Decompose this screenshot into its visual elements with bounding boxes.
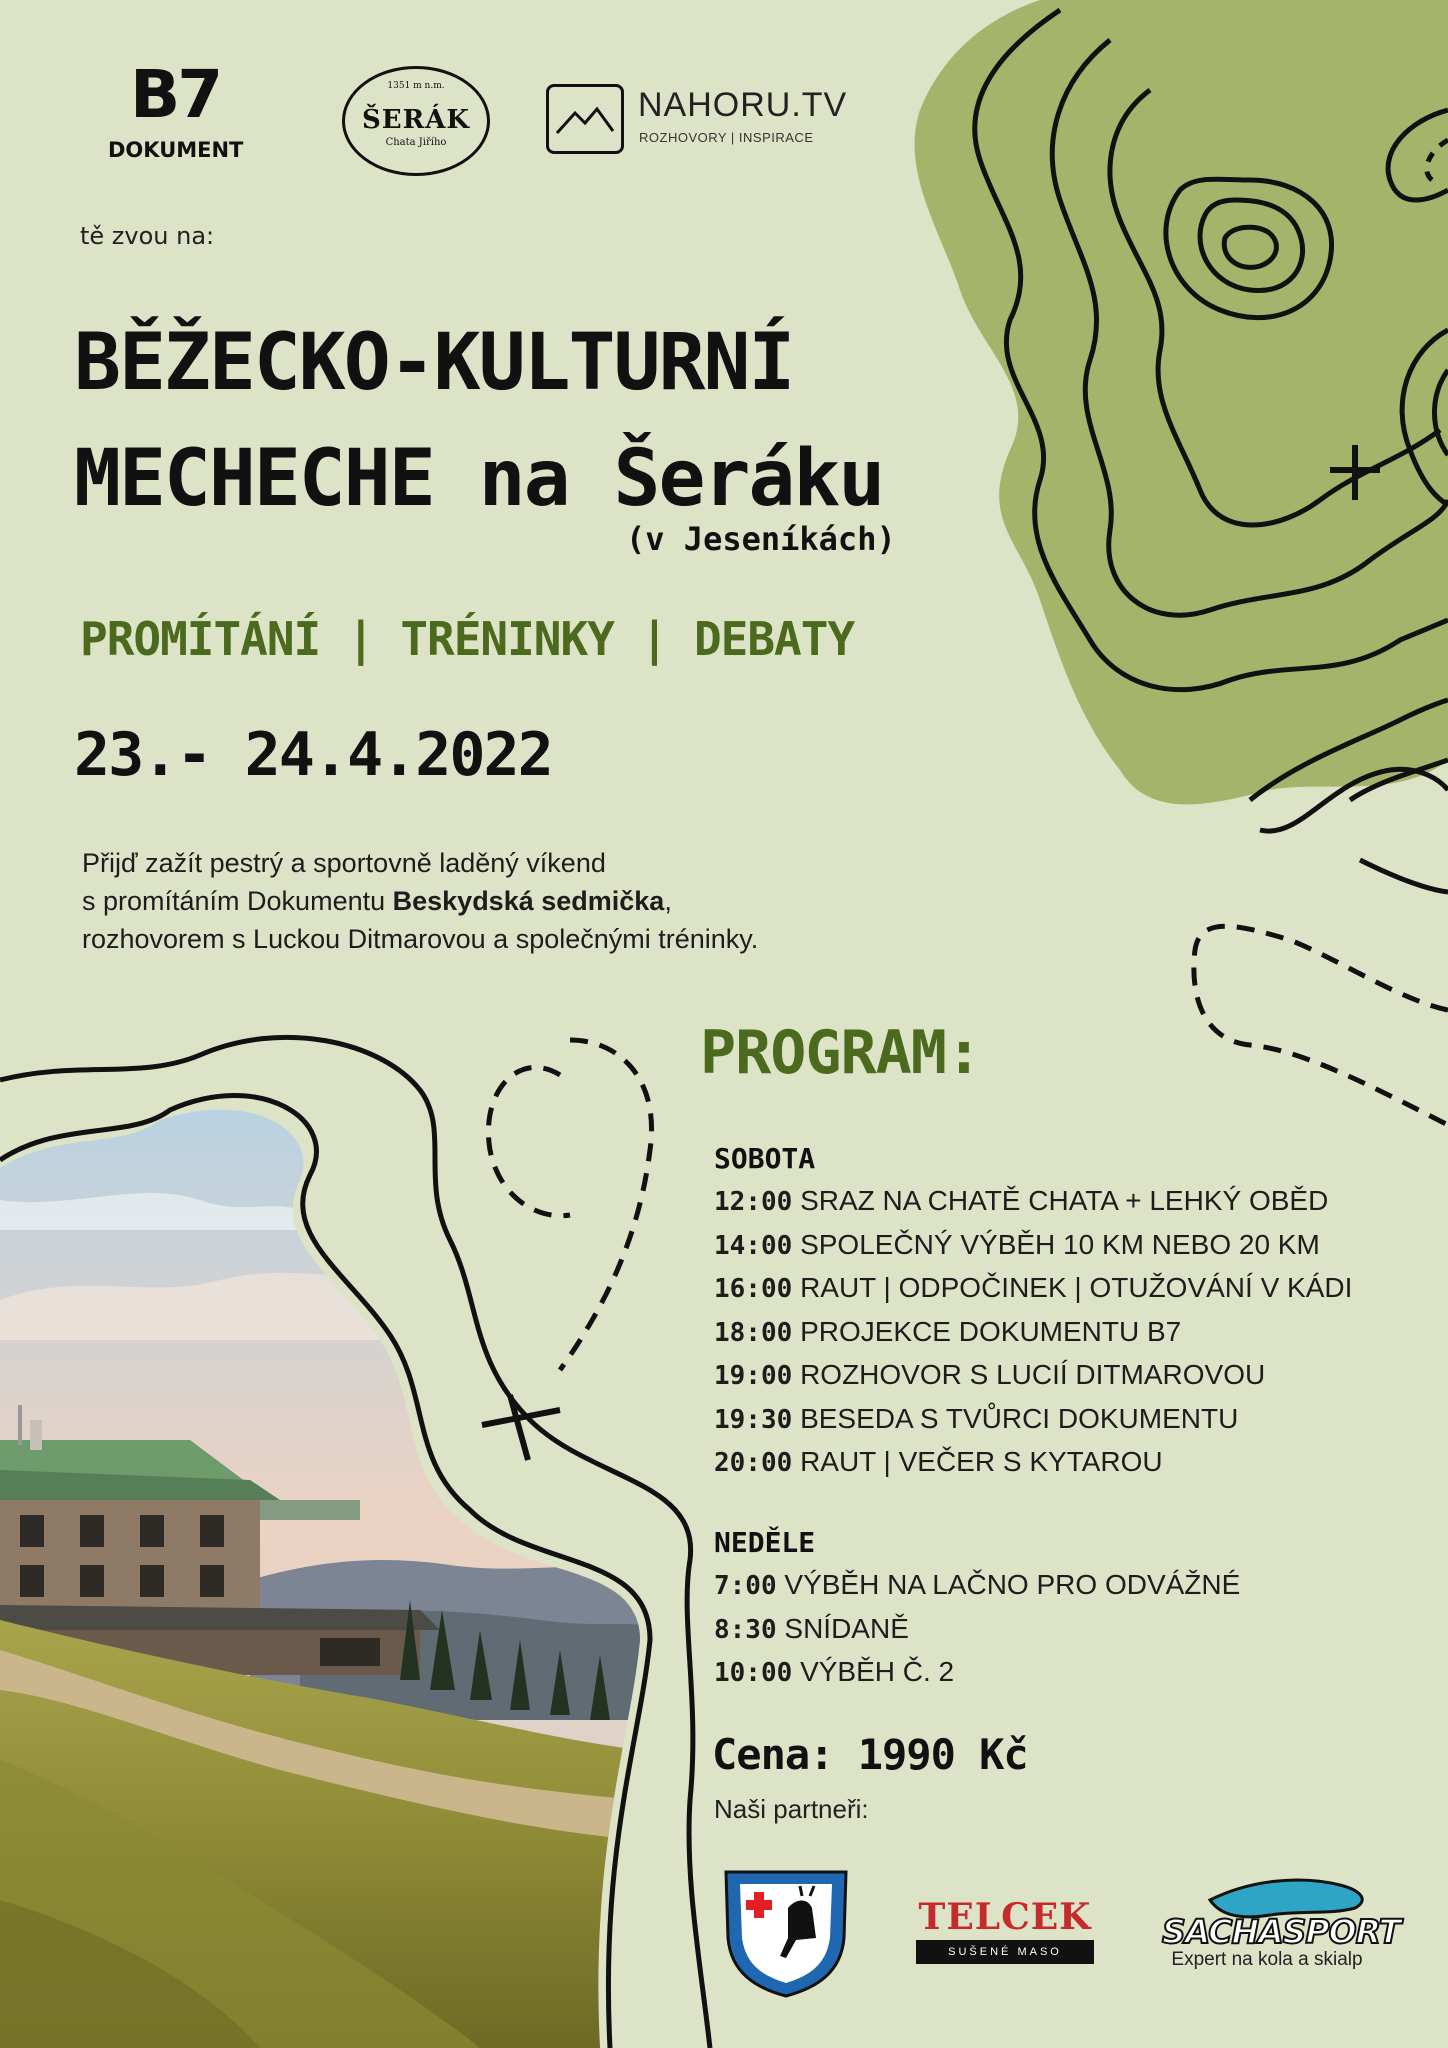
- event-title-line2: MECHECHE na Šeráku: [74, 434, 884, 524]
- schedule-time: 19:30: [714, 1404, 793, 1435]
- intro-line3: rozhovorem s Luckou Ditmarovou a společnými tréninky.: [82, 924, 759, 954]
- schedule-text: PROJEKCE DOKUMENTU B7: [800, 1315, 1182, 1347]
- intro-line2-start: s promítáním Dokumentu: [82, 886, 393, 916]
- nahoru-logo-name: NAHORU.TV: [638, 86, 848, 124]
- b7-dokument-logo: [78, 56, 278, 170]
- partners-label: Naši partneři:: [714, 1794, 869, 1824]
- intro-line2: [82, 882, 758, 920]
- schedule-item: [714, 1180, 1352, 1224]
- schedule-item: [714, 1651, 1240, 1695]
- telcek-logo-name: TELCEK: [918, 1896, 1092, 1938]
- event-location: (v Jeseníkách): [626, 520, 896, 558]
- schedule-saturday: [714, 1180, 1352, 1485]
- program-day-sunday: NEDĚLE: [714, 1526, 816, 1559]
- telcek-logo: [916, 1896, 1094, 1964]
- schedule-item: [714, 1608, 1240, 1652]
- schedule-item: [714, 1398, 1352, 1442]
- dashed-trail-loop: [488, 1040, 651, 1370]
- program-day-saturday: SOBOTA: [714, 1142, 816, 1175]
- schedule-time: 10:00: [714, 1658, 793, 1688]
- schedule-time: 20:00: [714, 1448, 793, 1478]
- schedule-item: [714, 1564, 1240, 1608]
- program-heading: PROGRAM:: [700, 1018, 981, 1088]
- topo-map-graphic: [915, 0, 1448, 892]
- intro-paragraph: [82, 844, 758, 958]
- price: Cena: 1990 Kč: [712, 1730, 1028, 1779]
- schedule-text: VÝBĚH Č. 2: [800, 1656, 955, 1687]
- intro-line2-end: ,: [664, 886, 672, 916]
- nahoru-logo-sub: ROZHOVORY | INSPIRACE: [639, 130, 814, 145]
- schedule-text: SNÍDANĚ: [784, 1612, 909, 1644]
- sachasport-logo: [1162, 1876, 1401, 1971]
- event-title-line1: BĚŽECKO-KULTURNÍ: [74, 318, 794, 408]
- schedule-time: 7:00: [714, 1571, 777, 1601]
- schedule-text: RAUT | VEČER S KYTAROU: [800, 1446, 1163, 1477]
- schedule-time: 19:00: [714, 1361, 793, 1391]
- schedule-time: 14:00: [714, 1230, 793, 1261]
- schedule-time: 8:30: [714, 1614, 777, 1645]
- schedule-item: [714, 1267, 1352, 1311]
- partner-badge-serak: [726, 1872, 846, 1996]
- sachasport-logo-name: SACHASPORT: [1162, 1912, 1401, 1951]
- dashed-trail-right: [1194, 926, 1448, 1125]
- schedule-item: [714, 1441, 1352, 1485]
- mountain-photo: [0, 1100, 700, 2048]
- invite-text: tě zvou na:: [80, 222, 215, 250]
- schedule-item: [714, 1224, 1352, 1268]
- telcek-logo-sub: SUŠENÉ MASO: [916, 1940, 1094, 1964]
- schedule-time: 12:00: [714, 1187, 793, 1217]
- schedule-text: ROZHOVOR S LUCIÍ DITMAROVOU: [800, 1359, 1266, 1390]
- schedule-text: BESEDA S TVŮRCI DOKUMENTU: [800, 1402, 1239, 1434]
- schedule-time: 16:00: [714, 1274, 793, 1304]
- schedule-time: 18:00: [714, 1317, 793, 1348]
- serak-logo-altitude: 1351 m n.m.: [387, 81, 445, 91]
- trail-x-mark: [482, 1395, 560, 1460]
- schedule-item: [714, 1311, 1352, 1355]
- event-dates: 23.- 24.4.2022: [74, 720, 552, 790]
- nahoru-logo: [546, 80, 866, 160]
- serak-logo-sub: Chata Jiřího: [385, 137, 447, 148]
- serak-logo-name: ŠERÁK: [362, 105, 470, 135]
- schedule-text: RAUT | ODPOČINEK | OTUŽOVÁNÍ V KÁDI: [800, 1272, 1353, 1303]
- schedule-text: SPOLEČNÝ VÝBĚH 10 KM NEBO 20 KM: [800, 1228, 1320, 1260]
- schedule-text: VÝBĚH NA LAČNO PRO ODVÁŽNÉ: [784, 1569, 1241, 1600]
- mountain-icon: [546, 84, 624, 154]
- schedule-sunday: [714, 1564, 1240, 1695]
- intro-documentary-name: Beskydská sedmička: [392, 886, 665, 916]
- schedule-text: SRAZ NA CHATĚ CHATA + LEHKÝ OBĚD: [800, 1185, 1329, 1216]
- b7-logo-text: DOKUMENT: [108, 138, 244, 162]
- serak-logo: [342, 66, 490, 176]
- b7-logo-mark: B7: [130, 56, 221, 133]
- event-tagline: PROMÍTÁNÍ | TRÉNINKY | DEBATY: [80, 612, 855, 666]
- schedule-item: [714, 1354, 1352, 1398]
- sachasport-logo-sub: Expert na kola a skialp: [1171, 1949, 1363, 1970]
- intro-line1: Přijď zažít pestrý a sportovně laděný víkend: [82, 848, 606, 878]
